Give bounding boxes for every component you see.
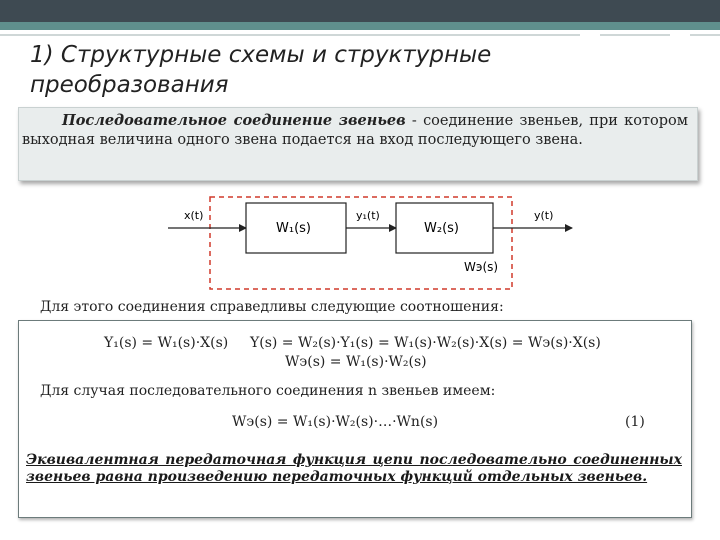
formula-y: Y(s) = W₂(s)·Y₁(s) = W₁(s)·W₂(s)·X(s) = Wэ(s)·X(s): [250, 335, 601, 351]
slide-rule-line-mid: [600, 34, 670, 36]
conclusion-text: Эквивалентная передаточная функция цепи последовательно соединенных звеньев равна произведению передаточных функций отдельных звеньев.: [26, 452, 682, 485]
slide-top-bar: [0, 0, 720, 22]
block-w1-label: W₁(s): [276, 221, 311, 236]
equivalent-label: Wэ(s): [464, 260, 499, 274]
slide-rule-line-right: [690, 34, 720, 36]
slide-title: 1) Структурные схемы и структурные преобразования: [30, 42, 492, 98]
formula-y1: Y₁(s) = W₁(s)·X(s): [104, 335, 229, 351]
definition-text: [22, 111, 688, 150]
block-w2-label: W₂(s): [424, 221, 459, 236]
n-links-heading: Для случая последовательного соединения n звеньев имеем:: [40, 383, 496, 399]
relations-heading: Для этого соединения справедливы следующие соотношения:: [40, 299, 504, 315]
formula-we-n: Wэ(s) = W₁(s)·W₂(s)·…·Wn(s): [232, 414, 439, 430]
input-label: x(t): [184, 209, 204, 222]
slide-accent-bar: [0, 22, 720, 30]
slide-rule-line-left: [0, 34, 580, 36]
output-label: y(t): [534, 209, 554, 222]
definition-term: Последовательное соединение звеньев: [62, 112, 406, 129]
definition-body: - соединение звеньев, при котором выходная величина одного звена подается на вход последующего звена.: [22, 113, 688, 148]
equation-number: (1): [625, 414, 645, 430]
block-diagram: [168, 194, 588, 294]
intermediate-label: y₁(t): [356, 209, 380, 222]
formula-we: Wэ(s) = W₁(s)·W₂(s): [285, 354, 427, 370]
